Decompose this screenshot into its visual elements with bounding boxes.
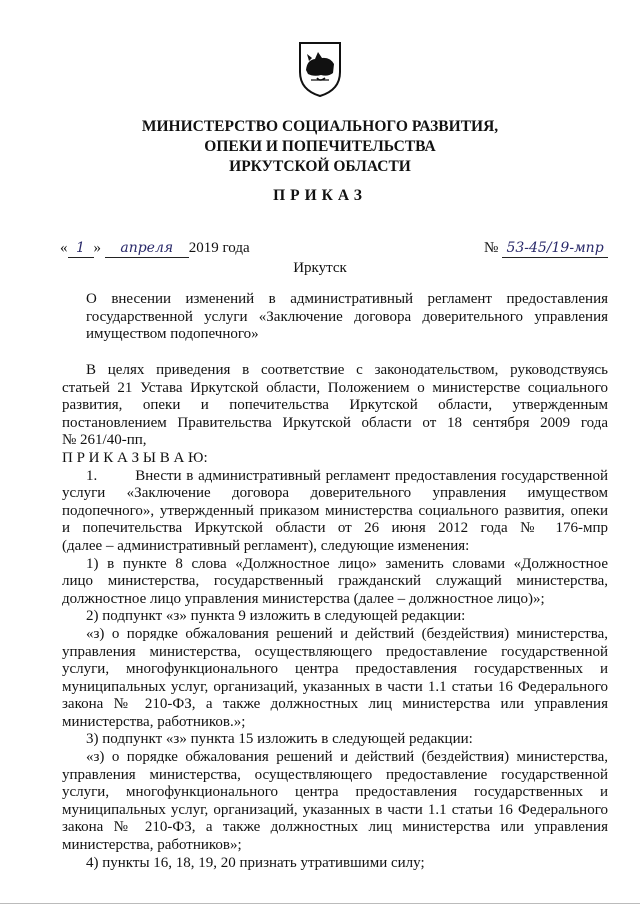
order-date [60, 240, 250, 258]
item-1-text: Внести в административный регламент предоставления государственной [135, 467, 608, 484]
subitem-3-line: управления министерства, осуществляющего предоставление государственной [62, 766, 608, 783]
date-day-handwritten: 1 [68, 240, 94, 258]
item-1-line: подопечного», утвержденный приказом министерства социального развития, опеки [62, 502, 608, 519]
date-quote-close: » [93, 240, 101, 256]
subitem-1-line: должностное лицо управления министерства (далее – должностное лицо)»; [62, 590, 545, 607]
subject-line: государственной услуги «Заключение договора доверительного управления [86, 308, 608, 325]
document-type-title: ПРИКАЗ [273, 187, 367, 204]
page-bottom-edge [0, 903, 640, 904]
subitem-2-line: 2) подпункт «з» пункта 9 изложить в следующей редакции: [86, 608, 466, 625]
preamble-line: постановлением Правительства Иркутской области от 18 сентября 2009 года [62, 414, 608, 431]
subitem-2-line: закона № 210-ФЗ, а также должностных лиц министерства или управления [62, 696, 608, 713]
item-1-line: услуги «Заключение договора доверительного управления имуществом [62, 485, 608, 502]
subitem-3-line: закона № 210-ФЗ, а также должностных лиц министерства или управления [62, 819, 608, 836]
preamble-line: № 261/40-пп, [62, 432, 147, 449]
subitem-3-line: министерства, работников»; [62, 837, 242, 854]
subitem-2-line: муниципальных услуг, организаций, указанных в части 1.1 статьи 16 Федерального [62, 678, 608, 695]
subitem-1-line: лицо министерства, государственный гражданский служащий министерства, [62, 573, 608, 590]
subitem-2-line: «з) о порядке обжалования решений и действий (бездействия) министерства, [86, 625, 608, 642]
subitem-2-line: услуги, многофункционального центра предоставления государственных и [62, 661, 608, 678]
date-month-handwritten: апреля [105, 240, 189, 258]
subitem-1-line: 1) в пункте 8 слова «Должностное лицо» заменить словами «Должностное [86, 555, 608, 572]
date-year: 2019 года [188, 240, 250, 256]
subitem-3-line: муниципальных услуг, организаций, указанных в части 1.1 статьи 16 Федерального [62, 801, 608, 818]
city: Иркутск [293, 260, 347, 276]
date-quote-open: « [60, 240, 68, 256]
subitem-4-line: 4) пункты 16, 18, 19, 20 признать утратившими силу; [86, 854, 425, 871]
preamble-line: В целях приведения в соответствие с законодательством, руководствуясь [86, 362, 608, 378]
subitem-3-line: «з) о порядке обжалования решений и действий (бездействия) министерства, [86, 749, 608, 766]
subitem-2-line: управления министерства, осуществляющего предоставление государственной [62, 643, 608, 660]
subject-block [86, 291, 608, 344]
ministry-name-line-1: МИНИСТЕРСТВО СОЦИАЛЬНОГО РАЗВИТИЯ, [141, 118, 499, 135]
item-1-line: и попечительства Иркутской области от 26 июня 2012 года № 176-мпр [62, 520, 608, 537]
irkutsk-coat-of-arms-icon [297, 40, 343, 98]
item-1-line [62, 468, 608, 486]
subject-line: О внесении изменений в административный регламент предоставления [86, 291, 608, 307]
item-1-number: 1. [86, 467, 98, 484]
ministry-name-line-3: ИРКУТСКОЙ ОБЛАСТИ [229, 158, 411, 175]
preamble-line: статьей 21 Устава Иркутской области, Положением о министерстве социального [62, 379, 608, 396]
subitem-3-line: услуги, многофункционального центра предоставления государственных и [62, 784, 608, 801]
preamble-line: развития, опеки и попечительства Иркутской области, утвержденным [62, 397, 608, 414]
subject-line: имуществом подопечного» [86, 326, 259, 343]
subitem-2-line: министерства, работников.»; [62, 713, 246, 730]
preamble-block [62, 362, 608, 872]
subitem-3-line: 3) подпункт «з» пункта 15 изложить в следующей редакции: [86, 731, 473, 748]
order-word: П Р И К А З Ы В А Ю: [62, 449, 208, 466]
item-1-line: (далее – административный регламент), следующие изменения: [62, 537, 470, 554]
order-number-handwritten: 53-45/19-мпр [502, 240, 608, 258]
ministry-name-line-2: ОПЕКИ И ПОПЕЧИТЕЛЬСТВА [204, 138, 436, 155]
order-number [484, 240, 608, 258]
number-sign: № [484, 240, 499, 256]
